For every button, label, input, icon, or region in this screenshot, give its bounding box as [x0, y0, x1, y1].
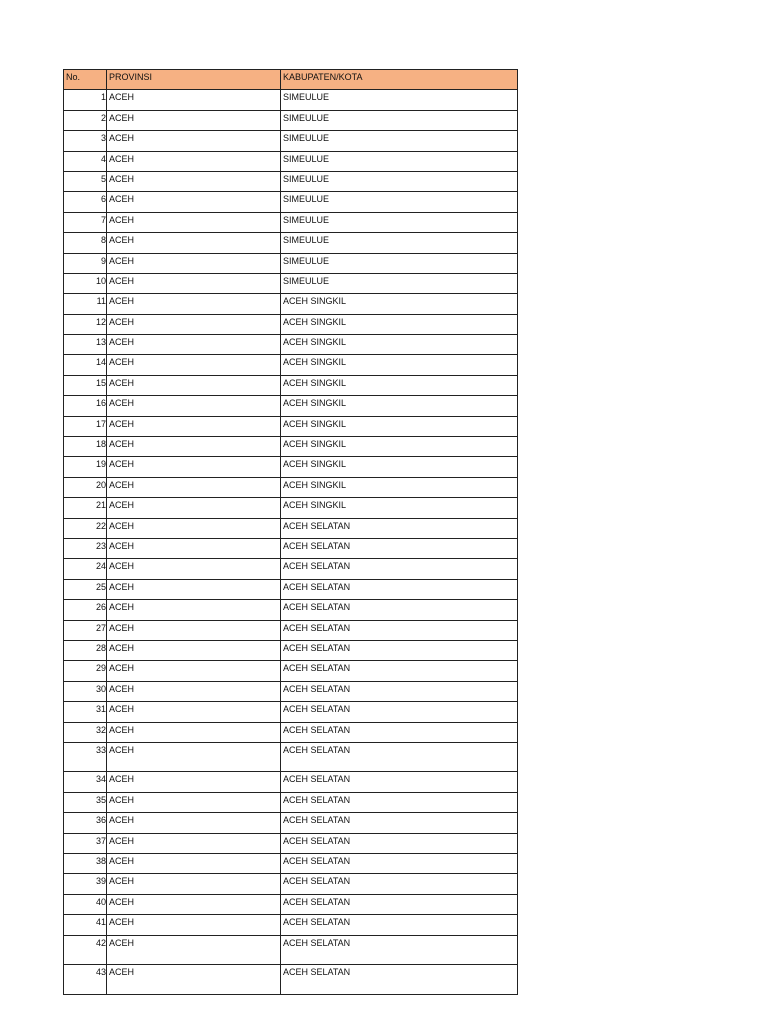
table-row [64, 600, 518, 620]
cell-provinsi: ACEH [107, 935, 281, 965]
table-body [64, 90, 518, 994]
cell-no: 9 [64, 253, 107, 273]
table-row [64, 335, 518, 355]
cell-kabupaten: ACEH SELATAN [281, 742, 518, 772]
cell-provinsi: ACEH [107, 477, 281, 497]
cell-no: 2 [64, 110, 107, 130]
cell-provinsi: ACEH [107, 151, 281, 171]
table-row [64, 813, 518, 833]
cell-no: 12 [64, 314, 107, 334]
cell-kabupaten: SIMEULUE [281, 273, 518, 293]
cell-no: 10 [64, 273, 107, 293]
cell-no: 34 [64, 772, 107, 792]
table-row [64, 151, 518, 171]
cell-provinsi: ACEH [107, 915, 281, 935]
cell-provinsi: ACEH [107, 192, 281, 212]
table-row [64, 90, 518, 110]
table-row [64, 559, 518, 579]
cell-kabupaten: ACEH SELATAN [281, 935, 518, 965]
table-row [64, 874, 518, 894]
cell-provinsi: ACEH [107, 233, 281, 253]
cell-provinsi: ACEH [107, 742, 281, 772]
table-row [64, 416, 518, 436]
column-header-no: No. [64, 70, 107, 90]
column-header-provinsi: PROVINSI [107, 70, 281, 90]
cell-no: 29 [64, 661, 107, 681]
cell-no: 15 [64, 375, 107, 395]
cell-provinsi: ACEH [107, 833, 281, 853]
cell-no: 28 [64, 640, 107, 660]
cell-no: 11 [64, 294, 107, 314]
cell-no: 37 [64, 833, 107, 853]
cell-no: 3 [64, 131, 107, 151]
cell-provinsi: ACEH [107, 722, 281, 742]
cell-no: 39 [64, 874, 107, 894]
table-row [64, 640, 518, 660]
cell-kabupaten: ACEH SINGKIL [281, 457, 518, 477]
table-row [64, 375, 518, 395]
cell-kabupaten: ACEH SELATAN [281, 833, 518, 853]
cell-no: 43 [64, 965, 107, 995]
cell-provinsi: ACEH [107, 661, 281, 681]
cell-kabupaten: SIMEULUE [281, 90, 518, 110]
cell-kabupaten: ACEH SELATAN [281, 620, 518, 640]
cell-no: 13 [64, 335, 107, 355]
column-header-kabupaten: KABUPATEN/KOTA [281, 70, 518, 90]
cell-no: 26 [64, 600, 107, 620]
table-row [64, 253, 518, 273]
table-row [64, 579, 518, 599]
cell-provinsi: ACEH [107, 853, 281, 873]
cell-provinsi: ACEH [107, 518, 281, 538]
cell-kabupaten: ACEH SELATAN [281, 702, 518, 722]
cell-no: 6 [64, 192, 107, 212]
cell-provinsi: ACEH [107, 620, 281, 640]
cell-provinsi: ACEH [107, 702, 281, 722]
cell-kabupaten: ACEH SELATAN [281, 894, 518, 914]
cell-kabupaten: ACEH SELATAN [281, 772, 518, 792]
cell-kabupaten: ACEH SINGKIL [281, 477, 518, 497]
cell-kabupaten: ACEH SINGKIL [281, 335, 518, 355]
cell-kabupaten: ACEH SELATAN [281, 874, 518, 894]
table-row [64, 702, 518, 722]
table-row [64, 518, 518, 538]
table-row [64, 935, 518, 965]
cell-kabupaten: SIMEULUE [281, 131, 518, 151]
cell-no: 35 [64, 792, 107, 812]
cell-kabupaten: ACEH SELATAN [281, 538, 518, 558]
cell-provinsi: ACEH [107, 559, 281, 579]
cell-no: 18 [64, 437, 107, 457]
cell-kabupaten: ACEH SELATAN [281, 559, 518, 579]
cell-provinsi: ACEH [107, 498, 281, 518]
cell-kabupaten: ACEH SELATAN [281, 518, 518, 538]
cell-kabupaten: ACEH SELATAN [281, 579, 518, 599]
cell-provinsi: ACEH [107, 212, 281, 232]
cell-provinsi: ACEH [107, 416, 281, 436]
cell-provinsi: ACEH [107, 772, 281, 792]
table-row [64, 915, 518, 935]
table-row [64, 110, 518, 130]
table-header [64, 70, 518, 90]
cell-no: 42 [64, 935, 107, 965]
cell-provinsi: ACEH [107, 538, 281, 558]
cell-kabupaten: ACEH SELATAN [281, 722, 518, 742]
cell-provinsi: ACEH [107, 437, 281, 457]
cell-kabupaten: ACEH SELATAN [281, 915, 518, 935]
cell-kabupaten: ACEH SINGKIL [281, 437, 518, 457]
cell-kabupaten: SIMEULUE [281, 110, 518, 130]
table-row [64, 192, 518, 212]
cell-no: 20 [64, 477, 107, 497]
cell-kabupaten: SIMEULUE [281, 192, 518, 212]
table-row [64, 457, 518, 477]
cell-kabupaten: ACEH SELATAN [281, 792, 518, 812]
cell-no: 5 [64, 171, 107, 191]
cell-kabupaten: ACEH SELATAN [281, 640, 518, 660]
cell-provinsi: ACEH [107, 375, 281, 395]
cell-kabupaten: ACEH SELATAN [281, 965, 518, 995]
cell-provinsi: ACEH [107, 335, 281, 355]
cell-no: 4 [64, 151, 107, 171]
cell-kabupaten: SIMEULUE [281, 253, 518, 273]
table-row [64, 294, 518, 314]
cell-no: 8 [64, 233, 107, 253]
table-row [64, 355, 518, 375]
table-row [64, 171, 518, 191]
table-row [64, 965, 518, 995]
cell-kabupaten: ACEH SELATAN [281, 661, 518, 681]
table-row [64, 477, 518, 497]
cell-no: 25 [64, 579, 107, 599]
cell-no: 24 [64, 559, 107, 579]
cell-no: 33 [64, 742, 107, 772]
cell-no: 16 [64, 396, 107, 416]
cell-provinsi: ACEH [107, 90, 281, 110]
table-row [64, 772, 518, 792]
cell-kabupaten: ACEH SELATAN [281, 813, 518, 833]
cell-provinsi: ACEH [107, 273, 281, 293]
cell-provinsi: ACEH [107, 110, 281, 130]
table-row [64, 212, 518, 232]
cell-no: 31 [64, 702, 107, 722]
cell-no: 32 [64, 722, 107, 742]
table-row [64, 396, 518, 416]
table-row [64, 233, 518, 253]
table-row [64, 681, 518, 701]
cell-provinsi: ACEH [107, 253, 281, 273]
header-row [64, 70, 518, 90]
cell-provinsi: ACEH [107, 813, 281, 833]
cell-provinsi: ACEH [107, 579, 281, 599]
cell-no: 22 [64, 518, 107, 538]
cell-no: 41 [64, 915, 107, 935]
table-row [64, 853, 518, 873]
cell-kabupaten: SIMEULUE [281, 151, 518, 171]
cell-provinsi: ACEH [107, 874, 281, 894]
table-row [64, 894, 518, 914]
cell-provinsi: ACEH [107, 600, 281, 620]
table-row [64, 620, 518, 640]
cell-no: 23 [64, 538, 107, 558]
cell-no: 21 [64, 498, 107, 518]
table-row [64, 722, 518, 742]
table-row [64, 498, 518, 518]
data-table [63, 69, 518, 995]
cell-provinsi: ACEH [107, 457, 281, 477]
cell-provinsi: ACEH [107, 396, 281, 416]
cell-kabupaten: SIMEULUE [281, 171, 518, 191]
table-row [64, 273, 518, 293]
cell-provinsi: ACEH [107, 131, 281, 151]
cell-kabupaten: SIMEULUE [281, 233, 518, 253]
table-row [64, 661, 518, 681]
table-row [64, 314, 518, 334]
cell-kabupaten: ACEH SINGKIL [281, 355, 518, 375]
cell-provinsi: ACEH [107, 640, 281, 660]
table-row [64, 833, 518, 853]
cell-provinsi: ACEH [107, 792, 281, 812]
cell-kabupaten: ACEH SINGKIL [281, 294, 518, 314]
cell-no: 40 [64, 894, 107, 914]
cell-kabupaten: ACEH SINGKIL [281, 416, 518, 436]
cell-kabupaten: ACEH SINGKIL [281, 396, 518, 416]
cell-kabupaten: ACEH SINGKIL [281, 314, 518, 334]
cell-provinsi: ACEH [107, 314, 281, 334]
cell-provinsi: ACEH [107, 355, 281, 375]
cell-kabupaten: ACEH SINGKIL [281, 375, 518, 395]
cell-no: 1 [64, 90, 107, 110]
cell-no: 14 [64, 355, 107, 375]
table-row [64, 742, 518, 772]
cell-no: 7 [64, 212, 107, 232]
cell-no: 38 [64, 853, 107, 873]
cell-kabupaten: SIMEULUE [281, 212, 518, 232]
cell-provinsi: ACEH [107, 171, 281, 191]
cell-kabupaten: ACEH SELATAN [281, 681, 518, 701]
table-row [64, 792, 518, 812]
cell-no: 27 [64, 620, 107, 640]
table-row [64, 131, 518, 151]
cell-kabupaten: ACEH SINGKIL [281, 498, 518, 518]
cell-no: 30 [64, 681, 107, 701]
cell-provinsi: ACEH [107, 965, 281, 995]
cell-provinsi: ACEH [107, 681, 281, 701]
cell-no: 19 [64, 457, 107, 477]
table-row [64, 538, 518, 558]
cell-no: 17 [64, 416, 107, 436]
cell-provinsi: ACEH [107, 894, 281, 914]
cell-kabupaten: ACEH SELATAN [281, 853, 518, 873]
cell-no: 36 [64, 813, 107, 833]
cell-kabupaten: ACEH SELATAN [281, 600, 518, 620]
cell-provinsi: ACEH [107, 294, 281, 314]
table-row [64, 437, 518, 457]
